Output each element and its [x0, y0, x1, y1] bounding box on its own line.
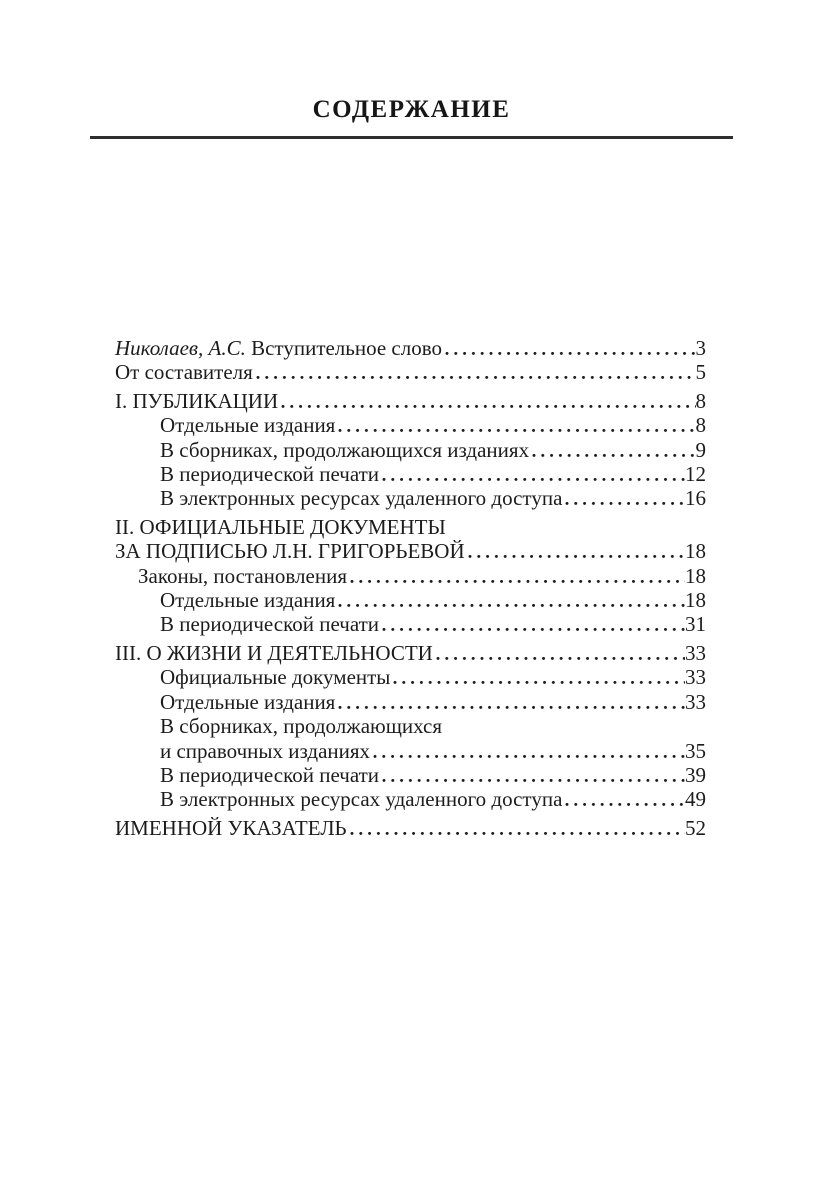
toc-entry-text: В сборниках, продолжающихся изданиях [160, 437, 530, 462]
title-divider-rule [90, 136, 733, 139]
toc-entry-label [160, 763, 379, 787]
toc-entry-label [138, 564, 347, 588]
toc-entry [115, 816, 706, 840]
toc-page-number: 39 [685, 762, 706, 787]
toc-dot-leader [382, 476, 685, 481]
toc-entry [115, 438, 706, 462]
toc-entry-label [115, 336, 442, 360]
toc-entry [115, 739, 706, 763]
toc-page-number: 33 [685, 665, 706, 690]
toc-entry-text: Официальные документы [160, 665, 391, 690]
toc-entry-text: В электронных ресурсах удаленного доступа [160, 486, 563, 511]
toc-entry [115, 787, 706, 811]
toc-entry [115, 360, 706, 384]
toc-list [115, 336, 706, 840]
toc-entry-label [160, 612, 379, 636]
toc-entry-label [115, 539, 465, 563]
toc-entry-text: II. ОФИЦИАЛЬНЫЕ ДОКУМЕНТЫ [115, 514, 446, 539]
toc-entry-text: В периодической печати [160, 762, 380, 787]
toc-page-number: 18 [685, 539, 706, 564]
toc-dot-leader [350, 830, 685, 835]
toc-dot-leader [468, 553, 685, 558]
toc-entry-label [115, 641, 433, 665]
toc-entry-text: В сборниках, продолжающихся [160, 714, 443, 739]
toc-entry-text: В электронных ресурсах удаленного доступа [160, 787, 563, 812]
toc-entry-text: ИМЕННОЙ УКАЗАТЕЛЬ [115, 815, 347, 840]
toc-dot-leader [373, 753, 685, 758]
toc-page-number: 12 [685, 462, 706, 487]
toc-page-number: 33 [685, 689, 706, 714]
toc-dot-leader [445, 350, 695, 355]
toc-entry-label [160, 690, 335, 714]
toc-entry-label [160, 462, 379, 486]
toc-entry-text: Отдельные издания [160, 413, 336, 438]
toc-entry [115, 665, 706, 689]
toc-page-number: 49 [685, 787, 706, 812]
toc-entry [115, 539, 706, 563]
toc-entry-label [115, 360, 253, 384]
toc-entry [115, 612, 706, 636]
toc-dot-leader [532, 452, 695, 457]
toc-dot-leader [382, 777, 685, 782]
toc-dot-leader [338, 704, 685, 709]
toc-entry-text: Отдельные издания [160, 689, 336, 714]
toc-entry-label [160, 413, 335, 437]
toc-dot-leader [281, 403, 695, 408]
toc-entry-text: I. ПУБЛИКАЦИИ [115, 388, 279, 413]
toc-entry-label [160, 438, 529, 462]
toc-entry-text: Отдельные издания [160, 588, 336, 613]
toc-entry-label [160, 739, 370, 763]
toc-entry [115, 763, 706, 787]
toc-page-number: 16 [685, 486, 706, 511]
toc-page-number: 18 [685, 588, 706, 613]
toc-entry-label [115, 816, 347, 840]
toc-dot-leader [436, 655, 685, 660]
toc-entry-text: ЗА ПОДПИСЬЮ Л.Н. ГРИГОРЬЕВОЙ [115, 539, 465, 564]
toc-entry [115, 462, 706, 486]
toc-entry-label [160, 588, 335, 612]
toc-entry-label [160, 714, 442, 738]
toc-entry-label [160, 486, 562, 510]
toc-page-number: 33 [685, 640, 706, 665]
toc-page-number: 3 [695, 336, 706, 360]
toc-dot-leader [382, 626, 685, 631]
toc-entry [115, 641, 706, 665]
toc-entry [115, 486, 706, 510]
toc-entry-label [115, 515, 446, 539]
toc-dot-leader [565, 801, 685, 806]
toc-page-number: 35 [685, 738, 706, 763]
toc-dot-leader [393, 679, 685, 684]
toc-entry [115, 413, 706, 437]
toc-entry-label [115, 389, 278, 413]
toc-dot-leader [256, 374, 696, 379]
toc-entry [115, 714, 706, 738]
toc-page-number: 9 [695, 437, 706, 462]
toc-entry [115, 564, 706, 588]
toc-entry-text: В периодической печати [160, 462, 380, 487]
toc-entry [115, 588, 706, 612]
toc-entry-text: и справочных изданиях [160, 738, 371, 763]
toc-page-number: 52 [685, 815, 706, 840]
toc-entry-label [160, 787, 562, 811]
toc-page-number: 8 [695, 413, 706, 438]
toc-page-number: 31 [685, 612, 706, 637]
toc-dot-leader [338, 602, 685, 607]
toc-entry-text: Законы, постановления [138, 563, 347, 588]
toc-entry-text: III. О ЖИЗНИ И ДЕЯТЕЛЬНОСТИ [115, 640, 433, 665]
toc-entry [115, 690, 706, 714]
toc-dot-leader [338, 427, 695, 432]
toc-entry-author-italic: Николаев, А.С. [115, 336, 246, 360]
toc-page-number: 18 [685, 563, 706, 588]
toc-entry-text: От составителя [115, 360, 253, 385]
page-title: СОДЕРЖАНИЕ [312, 96, 511, 123]
toc-entry-label [160, 665, 390, 689]
toc-entry [115, 389, 706, 413]
toc-dot-leader [350, 578, 685, 583]
toc-entry-text: В периодической печати [160, 612, 380, 637]
toc-entry [115, 336, 706, 360]
toc-page-number: 5 [695, 360, 706, 385]
toc-entry-text: Вступительное слово [245, 336, 443, 360]
toc-page-number: 8 [695, 388, 706, 413]
toc-dot-leader [565, 500, 685, 505]
toc-entry [115, 515, 706, 539]
